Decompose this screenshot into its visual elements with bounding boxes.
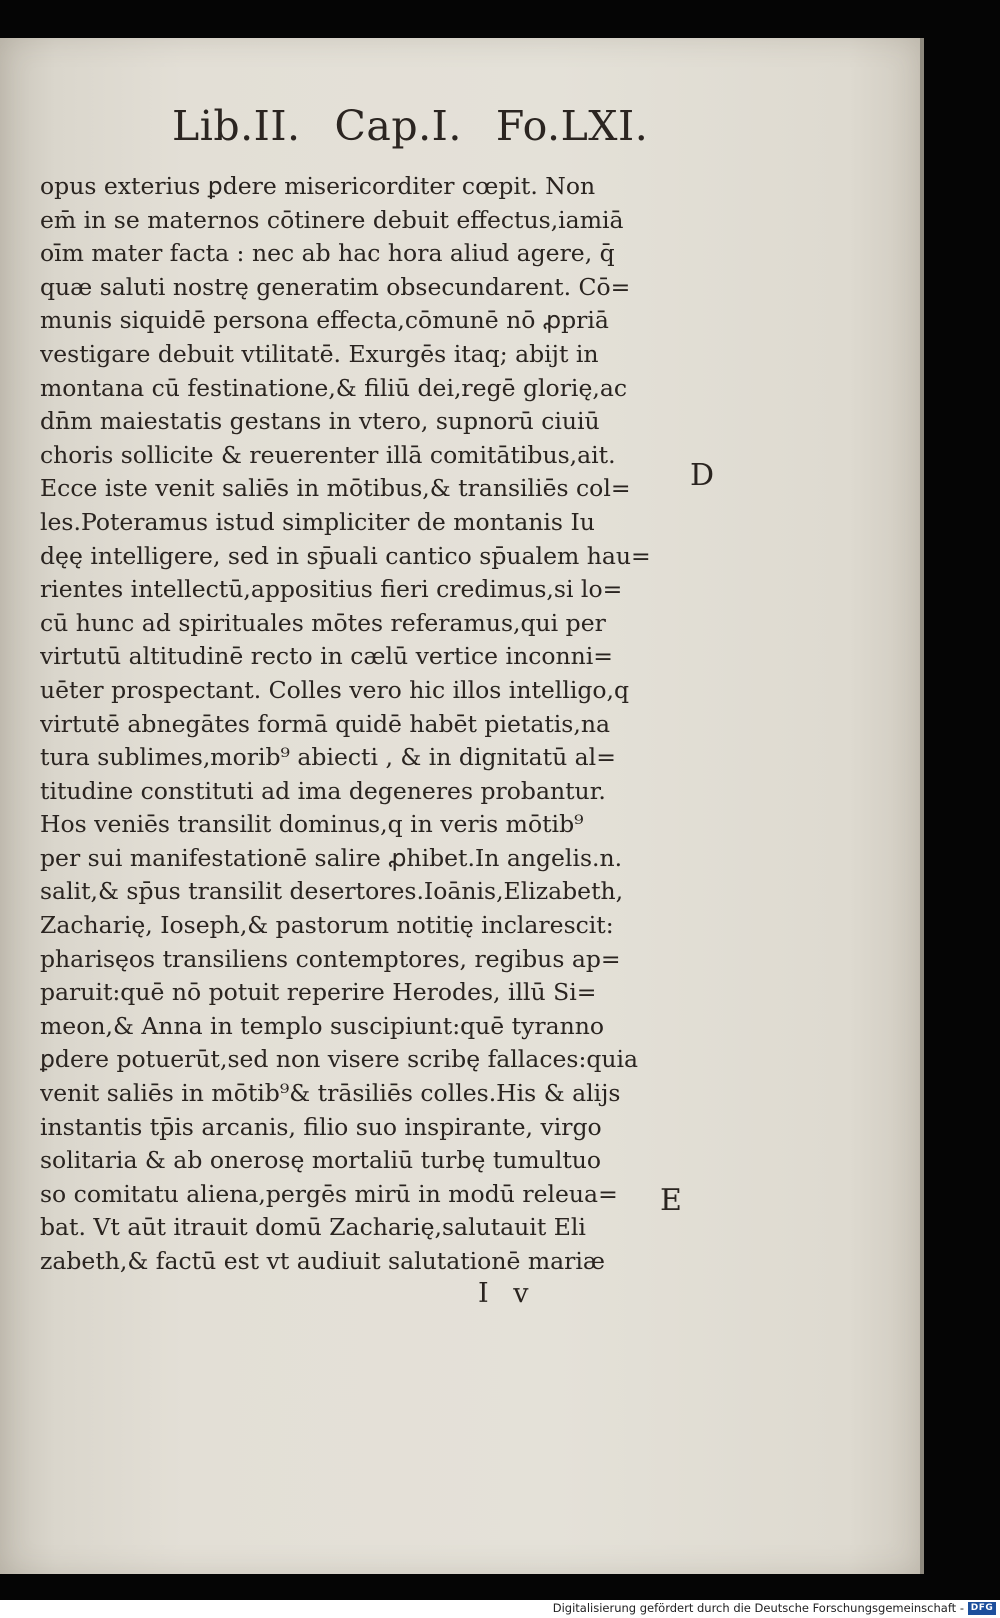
- text-line: paruit:quē nō potuit reperire Herodes, illū Si=: [40, 978, 597, 1007]
- text-line: em̄ in se maternos cōtinere debuit effectus,iamiā: [40, 205, 624, 234]
- text-line: dęę intelligere, sed in sp̄uali cantico sp̄ualem hau=: [40, 541, 651, 570]
- text-line: dn̄m maiestatis gestans in vtero, supnorū ciuiū: [40, 407, 600, 436]
- text-line: cū hunc ad spirituales mōtes referamus,qui per: [40, 608, 606, 637]
- text-line: virtutē abnegātes formā quidē habēt pietatis,na: [40, 709, 610, 738]
- text-line: rientes intellectū,appositius fieri credimus,si lo=: [40, 575, 623, 604]
- text-line: uēter prospectant. Colles vero hic illos intelligo,q: [40, 675, 630, 704]
- text-line: per sui manifestationē salire ꝓhibet.In angelis.n.: [40, 843, 623, 872]
- dfg-logo: DFG: [968, 1602, 996, 1615]
- text-line: solitaria & ab onerosę mortaliū turbę tumultuo: [40, 1146, 602, 1175]
- text-line: salit,& sp̄us transilit desertores.Ioānis,Elizabeth,: [40, 877, 624, 906]
- running-head-chapter: Cap.I.: [334, 102, 462, 150]
- text-line: montana cū festinatione,& filiū dei,regē glorię,ac: [40, 373, 627, 402]
- text-line: Hos veniēs transilit dominus,q in veris mōtib⁹: [40, 810, 584, 839]
- text-line: les.Poteramus istud simpliciter de montanis Iu: [40, 507, 595, 536]
- running-head-book: Lib.II.: [172, 102, 301, 150]
- text-line: titudine constituti ad ima degeneres probantur.: [40, 776, 606, 805]
- text-line: bat. Vt aūt itrauit domū Zacharię,salutauit Eli: [40, 1213, 586, 1242]
- digitization-footer: [0, 1600, 1000, 1618]
- text-line: virtutū altitudinē recto in cælū vertice inconni=: [40, 642, 613, 671]
- text-line: vestigare debuit vtilitatē. Exurgēs itaq; abijt in: [40, 339, 599, 368]
- text-line: pharisęos transiliens contemptores, regibus ap=: [40, 944, 621, 973]
- text-line: munis siquidē persona effecta,cōmunē nō ꝓpriā: [40, 306, 609, 335]
- text-line: oīm mater facta : nec ab hac hora aliud agere, q̄: [40, 239, 615, 268]
- text-line: instantis tp̄is arcanis, filio suo inspirante, virgo: [40, 1112, 602, 1141]
- page-edge: [920, 38, 924, 1574]
- signature-mark: I v: [478, 1278, 537, 1309]
- text-line: Zacharię, Ioseph,& pastorum notitię inclarescit:: [40, 911, 614, 940]
- text-line: opus exterius ꝑdere misericorditer cœpit. Non: [40, 172, 596, 200]
- text-line: quæ saluti nostrę generatim obsecundarent. Cō=: [40, 272, 631, 301]
- text-line: choris sollicite & reuerenter illā comitātibus,ait.: [40, 440, 616, 469]
- text-line: zabeth,& factū est vt audiuit salutationē mariæ: [40, 1247, 605, 1275]
- text-line: venit saliēs in mōtib⁹& trāsiliēs colles.His & alijs: [40, 1079, 621, 1108]
- text-line: so comitatu aliena,pergēs mirū in modū releua=: [40, 1179, 618, 1208]
- margin-letter-d: D: [690, 458, 715, 493]
- margin-letter-e: E: [660, 1183, 682, 1218]
- running-head: [172, 102, 692, 150]
- text-line: Ecce iste venit saliēs in mōtibus,& transiliēs col=: [40, 474, 631, 503]
- running-head-folio: Fo.LXI.: [495, 102, 649, 150]
- body-text: [40, 170, 680, 1279]
- text-line: meon,& Anna in templo suscipiunt:quē tyranno: [40, 1011, 605, 1040]
- funding-credit: Digitalisierung gefördert durch die Deutsche Forschungsgemeinschaft -: [552, 1601, 964, 1615]
- text-line: tura sublimes,morib⁹ abiecti , & in dignitatū al=: [40, 743, 616, 772]
- text-line: ꝑdere potuerūt,sed non visere scribę fallaces:quia: [40, 1045, 639, 1074]
